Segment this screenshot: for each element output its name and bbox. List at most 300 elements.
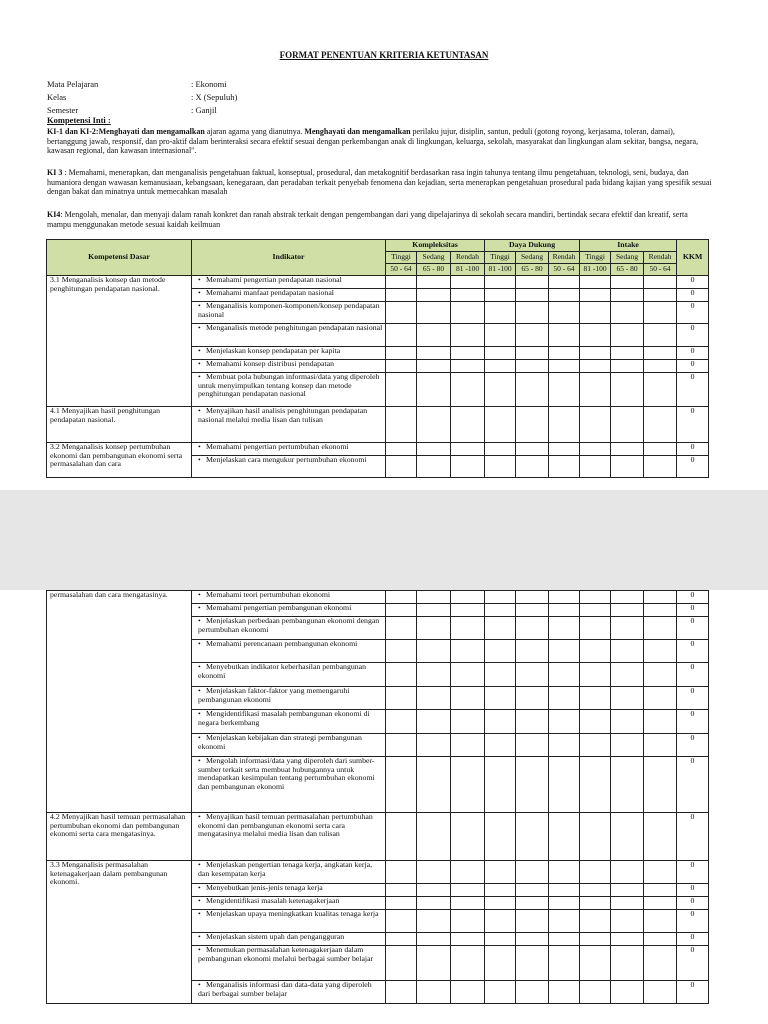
score-cell[interactable]: [611, 710, 644, 734]
score-cell[interactable]: [549, 757, 580, 813]
indikator-text: Memahami pengertian pembangunan ekonomi: [206, 603, 352, 612]
header-sedang: Sedang: [516, 252, 549, 264]
score-cell[interactable]: [644, 933, 677, 946]
score-cell[interactable]: [386, 687, 417, 710]
score-cell[interactable]: [580, 347, 611, 360]
score-cell[interactable]: [580, 640, 611, 663]
score-cell[interactable]: [516, 407, 549, 443]
score-cell[interactable]: [386, 360, 417, 373]
score-cell[interactable]: [386, 710, 417, 734]
score-cell[interactable]: [516, 687, 549, 710]
score-cell[interactable]: [611, 373, 644, 407]
bullet-icon: •: [198, 812, 201, 821]
score-cell[interactable]: [516, 373, 549, 407]
score-cell[interactable]: [516, 757, 549, 813]
score-cell[interactable]: [417, 734, 451, 757]
score-cell[interactable]: [386, 897, 417, 910]
score-cell[interactable]: [451, 981, 485, 1004]
score-cell[interactable]: [580, 946, 611, 981]
indikator-text: Menyebutkan indikator keberhasilan pembangunan ekonomi: [198, 662, 367, 680]
score-cell[interactable]: [451, 347, 485, 360]
score-cell[interactable]: [386, 946, 417, 981]
score-cell[interactable]: [549, 897, 580, 910]
score-cell[interactable]: [386, 276, 417, 289]
score-cell[interactable]: [644, 663, 677, 687]
score-cell[interactable]: [516, 710, 549, 734]
indikator-text: Menyajikan hasil temuan permasalahan pertumbuhan ekonomi dan pembangunan ekonomi serta cara mengatasinya melalui media lisan dan tulisan: [198, 812, 373, 838]
score-cell[interactable]: [417, 946, 451, 981]
score-cell[interactable]: [644, 360, 677, 373]
score-cell[interactable]: [386, 861, 417, 884]
header-range: 50 - 64: [644, 264, 677, 276]
score-cell[interactable]: [611, 946, 644, 981]
score-cell[interactable]: [644, 443, 677, 456]
score-cell[interactable]: [386, 813, 417, 861]
score-cell[interactable]: [516, 360, 549, 373]
score-cell[interactable]: [516, 617, 549, 640]
score-cell[interactable]: [516, 813, 549, 861]
score-cell[interactable]: [580, 360, 611, 373]
score-cell[interactable]: [644, 687, 677, 710]
score-cell[interactable]: [580, 757, 611, 813]
score-cell[interactable]: [516, 604, 549, 617]
bullet-icon: •: [198, 288, 201, 297]
score-cell[interactable]: [386, 933, 417, 946]
score-cell[interactable]: [386, 757, 417, 813]
bullet-icon: •: [198, 275, 201, 284]
score-cell[interactable]: [485, 604, 516, 617]
score-cell[interactable]: [644, 757, 677, 813]
score-cell[interactable]: [485, 861, 516, 884]
score-cell[interactable]: [516, 946, 549, 981]
score-cell[interactable]: [516, 861, 549, 884]
score-cell[interactable]: [549, 591, 580, 604]
score-cell[interactable]: [417, 443, 451, 456]
score-cell[interactable]: [516, 324, 549, 347]
score-cell[interactable]: [386, 373, 417, 407]
score-cell[interactable]: [549, 687, 580, 710]
score-cell[interactable]: [580, 289, 611, 302]
table-row: [47, 443, 709, 456]
score-cell[interactable]: [516, 302, 549, 324]
score-cell[interactable]: [485, 276, 516, 289]
score-cell[interactable]: [611, 289, 644, 302]
score-cell[interactable]: [549, 456, 580, 478]
score-cell[interactable]: [386, 617, 417, 640]
score-cell[interactable]: [644, 946, 677, 981]
score-cell[interactable]: [644, 407, 677, 443]
header-rendah: Rendah: [451, 252, 485, 264]
score-cell[interactable]: [580, 456, 611, 478]
bullet-icon: •: [198, 590, 201, 599]
score-cell[interactable]: [611, 884, 644, 897]
score-cell[interactable]: [580, 861, 611, 884]
indikator-cell: [192, 663, 386, 687]
score-cell[interactable]: [386, 640, 417, 663]
score-cell[interactable]: [549, 710, 580, 734]
score-cell[interactable]: [644, 910, 677, 933]
indikator-text: Mengolah informasi/data yang diperoleh dari sumber-sumber terkait serta membuat hubungannya untuk mendapatkan kesimpulan tentang pertumbuhan ekonomi dan pembangunan ekonomi: [198, 756, 375, 791]
score-cell[interactable]: [549, 604, 580, 617]
score-cell[interactable]: [644, 861, 677, 884]
score-cell[interactable]: [580, 617, 611, 640]
score-cell[interactable]: [516, 591, 549, 604]
score-cell[interactable]: [644, 710, 677, 734]
bullet-icon: •: [198, 616, 201, 625]
indikator-cell: [192, 373, 386, 407]
score-cell[interactable]: [580, 443, 611, 456]
score-cell[interactable]: [516, 663, 549, 687]
score-cell[interactable]: [611, 757, 644, 813]
info-label: Kelas: [47, 92, 67, 102]
score-cell[interactable]: [485, 710, 516, 734]
score-cell[interactable]: [516, 347, 549, 360]
score-cell[interactable]: [451, 946, 485, 981]
score-cell[interactable]: [580, 897, 611, 910]
indikator-text: Memahami pengertian pendapatan nasional: [206, 275, 342, 284]
score-cell[interactable]: [417, 861, 451, 884]
score-cell[interactable]: [451, 663, 485, 687]
score-cell[interactable]: [644, 324, 677, 347]
indikator-text: Membuat pola hubungan informasi/data yang diperoleh untuk menyimpulkan tentang konsep dan metode penghitungan pendapatan nasional: [198, 372, 380, 398]
score-cell[interactable]: [611, 407, 644, 443]
score-cell[interactable]: [516, 640, 549, 663]
score-cell[interactable]: [485, 933, 516, 946]
score-cell[interactable]: [580, 324, 611, 347]
indikator-text: Menganalisis informasi dan data-data yang diperoleh dari berbagai sumber belajar: [198, 980, 372, 998]
table-header: [47, 240, 709, 276]
score-cell[interactable]: [451, 897, 485, 910]
score-cell[interactable]: [417, 604, 451, 617]
score-cell[interactable]: [516, 289, 549, 302]
score-cell[interactable]: [611, 663, 644, 687]
score-cell[interactable]: [611, 813, 644, 861]
score-cell[interactable]: [417, 933, 451, 946]
score-cell[interactable]: [549, 324, 580, 347]
score-cell[interactable]: [580, 591, 611, 604]
score-cell[interactable]: [386, 407, 417, 443]
score-cell[interactable]: [549, 946, 580, 981]
indikator-text: Mengidentifikasi masalah ketenagakerjaan: [206, 896, 340, 905]
score-cell[interactable]: [485, 884, 516, 897]
score-cell[interactable]: [516, 910, 549, 933]
score-cell[interactable]: [549, 617, 580, 640]
score-cell[interactable]: [549, 360, 580, 373]
score-cell[interactable]: [580, 302, 611, 324]
score-cell[interactable]: [386, 324, 417, 347]
score-cell[interactable]: [644, 640, 677, 663]
score-cell[interactable]: [549, 289, 580, 302]
score-cell[interactable]: [644, 289, 677, 302]
score-cell[interactable]: [611, 604, 644, 617]
score-cell[interactable]: [451, 591, 485, 604]
score-cell[interactable]: [485, 617, 516, 640]
score-cell[interactable]: [417, 640, 451, 663]
score-cell[interactable]: [549, 640, 580, 663]
score-cell[interactable]: [417, 302, 451, 324]
score-cell[interactable]: [485, 813, 516, 861]
score-cell[interactable]: [611, 687, 644, 710]
score-cell[interactable]: [451, 456, 485, 478]
ki-label: KI 3: [47, 168, 63, 177]
score-cell[interactable]: [451, 443, 485, 456]
indikator-cell: [192, 302, 386, 324]
ki-text: perilaku jujur, disiplin, santun, peduli (gotong royong, kerjasama, toleran, damai), bertanggung jawab, responsif, dan pro-aktif dalam berinteraksi secara efektif sesuai dengan perkembangan anak di lingkungan, keluarga, sekolah, masyarakat dan lingkungan alam sekitar, bangsa, negara, kawasan regional, dan kawasan internasional".: [47, 127, 699, 155]
score-cell[interactable]: [611, 347, 644, 360]
score-cell[interactable]: [485, 289, 516, 302]
kkm-value-cell: 0: [677, 981, 709, 1004]
score-cell[interactable]: [451, 933, 485, 946]
score-cell[interactable]: [516, 933, 549, 946]
score-cell[interactable]: [611, 910, 644, 933]
score-cell[interactable]: [485, 456, 516, 478]
indikator-cell: [192, 604, 386, 617]
bullet-icon: •: [198, 346, 201, 355]
score-cell[interactable]: [549, 933, 580, 946]
score-cell[interactable]: [611, 276, 644, 289]
score-cell[interactable]: [580, 884, 611, 897]
score-cell[interactable]: [580, 373, 611, 407]
score-cell[interactable]: [386, 443, 417, 456]
score-cell[interactable]: [417, 617, 451, 640]
score-cell[interactable]: [485, 897, 516, 910]
score-cell[interactable]: [644, 884, 677, 897]
score-cell[interactable]: [417, 981, 451, 1004]
score-cell[interactable]: [516, 981, 549, 1004]
score-cell[interactable]: [549, 813, 580, 861]
score-cell[interactable]: [386, 663, 417, 687]
score-cell[interactable]: [451, 302, 485, 324]
kkm-value-cell: 0: [677, 617, 709, 640]
score-cell[interactable]: [451, 734, 485, 757]
score-cell[interactable]: [386, 604, 417, 617]
kkm-value-cell: 0: [677, 687, 709, 710]
score-cell[interactable]: [386, 302, 417, 324]
header-range: 81 -100: [451, 264, 485, 276]
score-cell[interactable]: [451, 757, 485, 813]
score-cell[interactable]: [580, 407, 611, 443]
score-cell[interactable]: [386, 347, 417, 360]
header-range: 65 - 80: [417, 264, 451, 276]
score-cell[interactable]: [580, 663, 611, 687]
score-cell[interactable]: [580, 276, 611, 289]
header-daya-dukung: Daya Dukung: [485, 240, 580, 252]
score-cell[interactable]: [417, 456, 451, 478]
score-cell[interactable]: [644, 373, 677, 407]
score-cell[interactable]: [485, 302, 516, 324]
score-cell[interactable]: [417, 360, 451, 373]
score-cell[interactable]: [580, 933, 611, 946]
indikator-cell: [192, 591, 386, 604]
score-cell[interactable]: [485, 910, 516, 933]
kkm-value-cell: 0: [677, 640, 709, 663]
score-cell[interactable]: [516, 456, 549, 478]
kkm-value-cell: 0: [677, 884, 709, 897]
score-cell[interactable]: [417, 663, 451, 687]
score-cell[interactable]: [580, 734, 611, 757]
score-cell[interactable]: [549, 734, 580, 757]
score-cell[interactable]: [611, 981, 644, 1004]
indikator-text: Menyajikan hasil analisis penghitungan pendapatan nasional melalui media lisan dan tulisan: [198, 406, 368, 424]
score-cell[interactable]: [417, 910, 451, 933]
info-label: Semester: [47, 105, 79, 115]
bullet-icon: •: [198, 883, 201, 892]
score-cell[interactable]: [451, 910, 485, 933]
score-cell[interactable]: [485, 946, 516, 981]
ki-label: KI4: [47, 210, 61, 219]
bullet-icon: •: [198, 639, 201, 648]
score-cell[interactable]: [451, 687, 485, 710]
score-cell[interactable]: [417, 289, 451, 302]
score-cell[interactable]: [417, 407, 451, 443]
score-cell[interactable]: [611, 443, 644, 456]
score-cell[interactable]: [451, 813, 485, 861]
score-cell[interactable]: [611, 897, 644, 910]
bullet-icon: •: [198, 945, 201, 954]
score-cell[interactable]: [451, 373, 485, 407]
score-cell[interactable]: [485, 347, 516, 360]
score-cell[interactable]: [580, 710, 611, 734]
bullet-icon: •: [198, 603, 201, 612]
score-cell[interactable]: [386, 456, 417, 478]
score-cell[interactable]: [549, 347, 580, 360]
score-cell[interactable]: [451, 407, 485, 443]
indikator-text: Menjelaskan sistem upah dan pengangguran: [206, 932, 345, 941]
score-cell[interactable]: [611, 617, 644, 640]
score-cell[interactable]: [549, 443, 580, 456]
score-cell[interactable]: [386, 981, 417, 1004]
score-cell[interactable]: [485, 324, 516, 347]
score-cell[interactable]: [485, 981, 516, 1004]
score-cell[interactable]: [485, 757, 516, 813]
score-cell[interactable]: [417, 757, 451, 813]
score-cell[interactable]: [451, 289, 485, 302]
score-cell[interactable]: [386, 734, 417, 757]
table-body-page-2: [47, 591, 709, 1004]
indikator-cell: [192, 347, 386, 360]
bullet-icon: •: [198, 442, 201, 451]
score-cell[interactable]: [611, 861, 644, 884]
kkm-value-cell: 0: [677, 456, 709, 478]
score-cell[interactable]: [644, 981, 677, 1004]
document-page-1: [0, 0, 768, 490]
score-cell[interactable]: [549, 861, 580, 884]
score-cell[interactable]: [644, 302, 677, 324]
score-cell[interactable]: [549, 302, 580, 324]
score-cell[interactable]: [611, 640, 644, 663]
score-cell[interactable]: [549, 276, 580, 289]
indikator-text: Memahami perencanaan pembangunan ekonomi: [206, 639, 358, 648]
score-cell[interactable]: [549, 663, 580, 687]
score-cell[interactable]: [549, 910, 580, 933]
score-cell[interactable]: [611, 360, 644, 373]
score-cell[interactable]: [644, 897, 677, 910]
score-cell[interactable]: [386, 910, 417, 933]
score-cell[interactable]: [644, 456, 677, 478]
score-cell[interactable]: [417, 710, 451, 734]
score-cell[interactable]: [516, 897, 549, 910]
score-cell[interactable]: [485, 373, 516, 407]
score-cell[interactable]: [485, 443, 516, 456]
score-cell[interactable]: [580, 604, 611, 617]
score-cell[interactable]: [417, 687, 451, 710]
score-cell[interactable]: [417, 347, 451, 360]
score-cell[interactable]: [485, 663, 516, 687]
table-row: [47, 276, 709, 289]
indikator-cell: [192, 861, 386, 884]
score-cell[interactable]: [644, 276, 677, 289]
score-cell[interactable]: [451, 640, 485, 663]
score-cell[interactable]: [451, 360, 485, 373]
score-cell[interactable]: [417, 276, 451, 289]
score-cell[interactable]: [451, 617, 485, 640]
score-cell[interactable]: [451, 710, 485, 734]
score-cell[interactable]: [516, 443, 549, 456]
score-cell[interactable]: [580, 687, 611, 710]
score-cell[interactable]: [611, 302, 644, 324]
score-cell[interactable]: [611, 456, 644, 478]
score-cell[interactable]: [549, 884, 580, 897]
score-cell[interactable]: [644, 617, 677, 640]
score-cell[interactable]: [611, 734, 644, 757]
score-cell[interactable]: [417, 373, 451, 407]
kkm-value-cell: 0: [677, 276, 709, 289]
score-cell[interactable]: [644, 347, 677, 360]
score-cell[interactable]: [451, 604, 485, 617]
score-cell[interactable]: [580, 910, 611, 933]
score-cell[interactable]: [516, 734, 549, 757]
score-cell[interactable]: [386, 289, 417, 302]
score-cell[interactable]: [580, 813, 611, 861]
ki-label: KI-1 dan KI-2:: [47, 127, 99, 136]
score-cell[interactable]: [386, 591, 417, 604]
score-cell[interactable]: [549, 373, 580, 407]
score-cell[interactable]: [644, 813, 677, 861]
score-cell[interactable]: [516, 276, 549, 289]
score-cell[interactable]: [485, 687, 516, 710]
score-cell[interactable]: [644, 591, 677, 604]
score-cell[interactable]: [611, 933, 644, 946]
score-cell[interactable]: [516, 884, 549, 897]
score-cell[interactable]: [417, 591, 451, 604]
score-cell[interactable]: [417, 884, 451, 897]
score-cell[interactable]: [485, 734, 516, 757]
score-cell[interactable]: [644, 604, 677, 617]
score-cell[interactable]: [611, 591, 644, 604]
score-cell[interactable]: [485, 591, 516, 604]
score-cell[interactable]: [549, 981, 580, 1004]
score-cell[interactable]: [644, 734, 677, 757]
score-cell[interactable]: [417, 813, 451, 861]
score-cell[interactable]: [451, 884, 485, 897]
indikator-text: Mengidentifikasi masalah pembangunan ekonomi di negara berkembang: [198, 709, 370, 727]
score-cell[interactable]: [580, 981, 611, 1004]
indikator-cell: [192, 617, 386, 640]
score-cell[interactable]: [485, 407, 516, 443]
score-cell[interactable]: [485, 640, 516, 663]
ki-text: ajaran agama yang dianutnya.: [204, 127, 305, 136]
score-cell[interactable]: [451, 276, 485, 289]
score-cell[interactable]: [451, 861, 485, 884]
kompetensi-dasar-cell: 4.2 Menyajikan hasil temuan permasalahan pertumbuhan ekonomi dan pembangunan ekonomi serta cara mengatasinya.: [47, 813, 192, 861]
score-cell[interactable]: [549, 407, 580, 443]
score-cell[interactable]: [485, 360, 516, 373]
score-cell[interactable]: [611, 324, 644, 347]
score-cell[interactable]: [417, 324, 451, 347]
score-cell[interactable]: [417, 897, 451, 910]
score-cell[interactable]: [451, 324, 485, 347]
score-cell[interactable]: [386, 884, 417, 897]
